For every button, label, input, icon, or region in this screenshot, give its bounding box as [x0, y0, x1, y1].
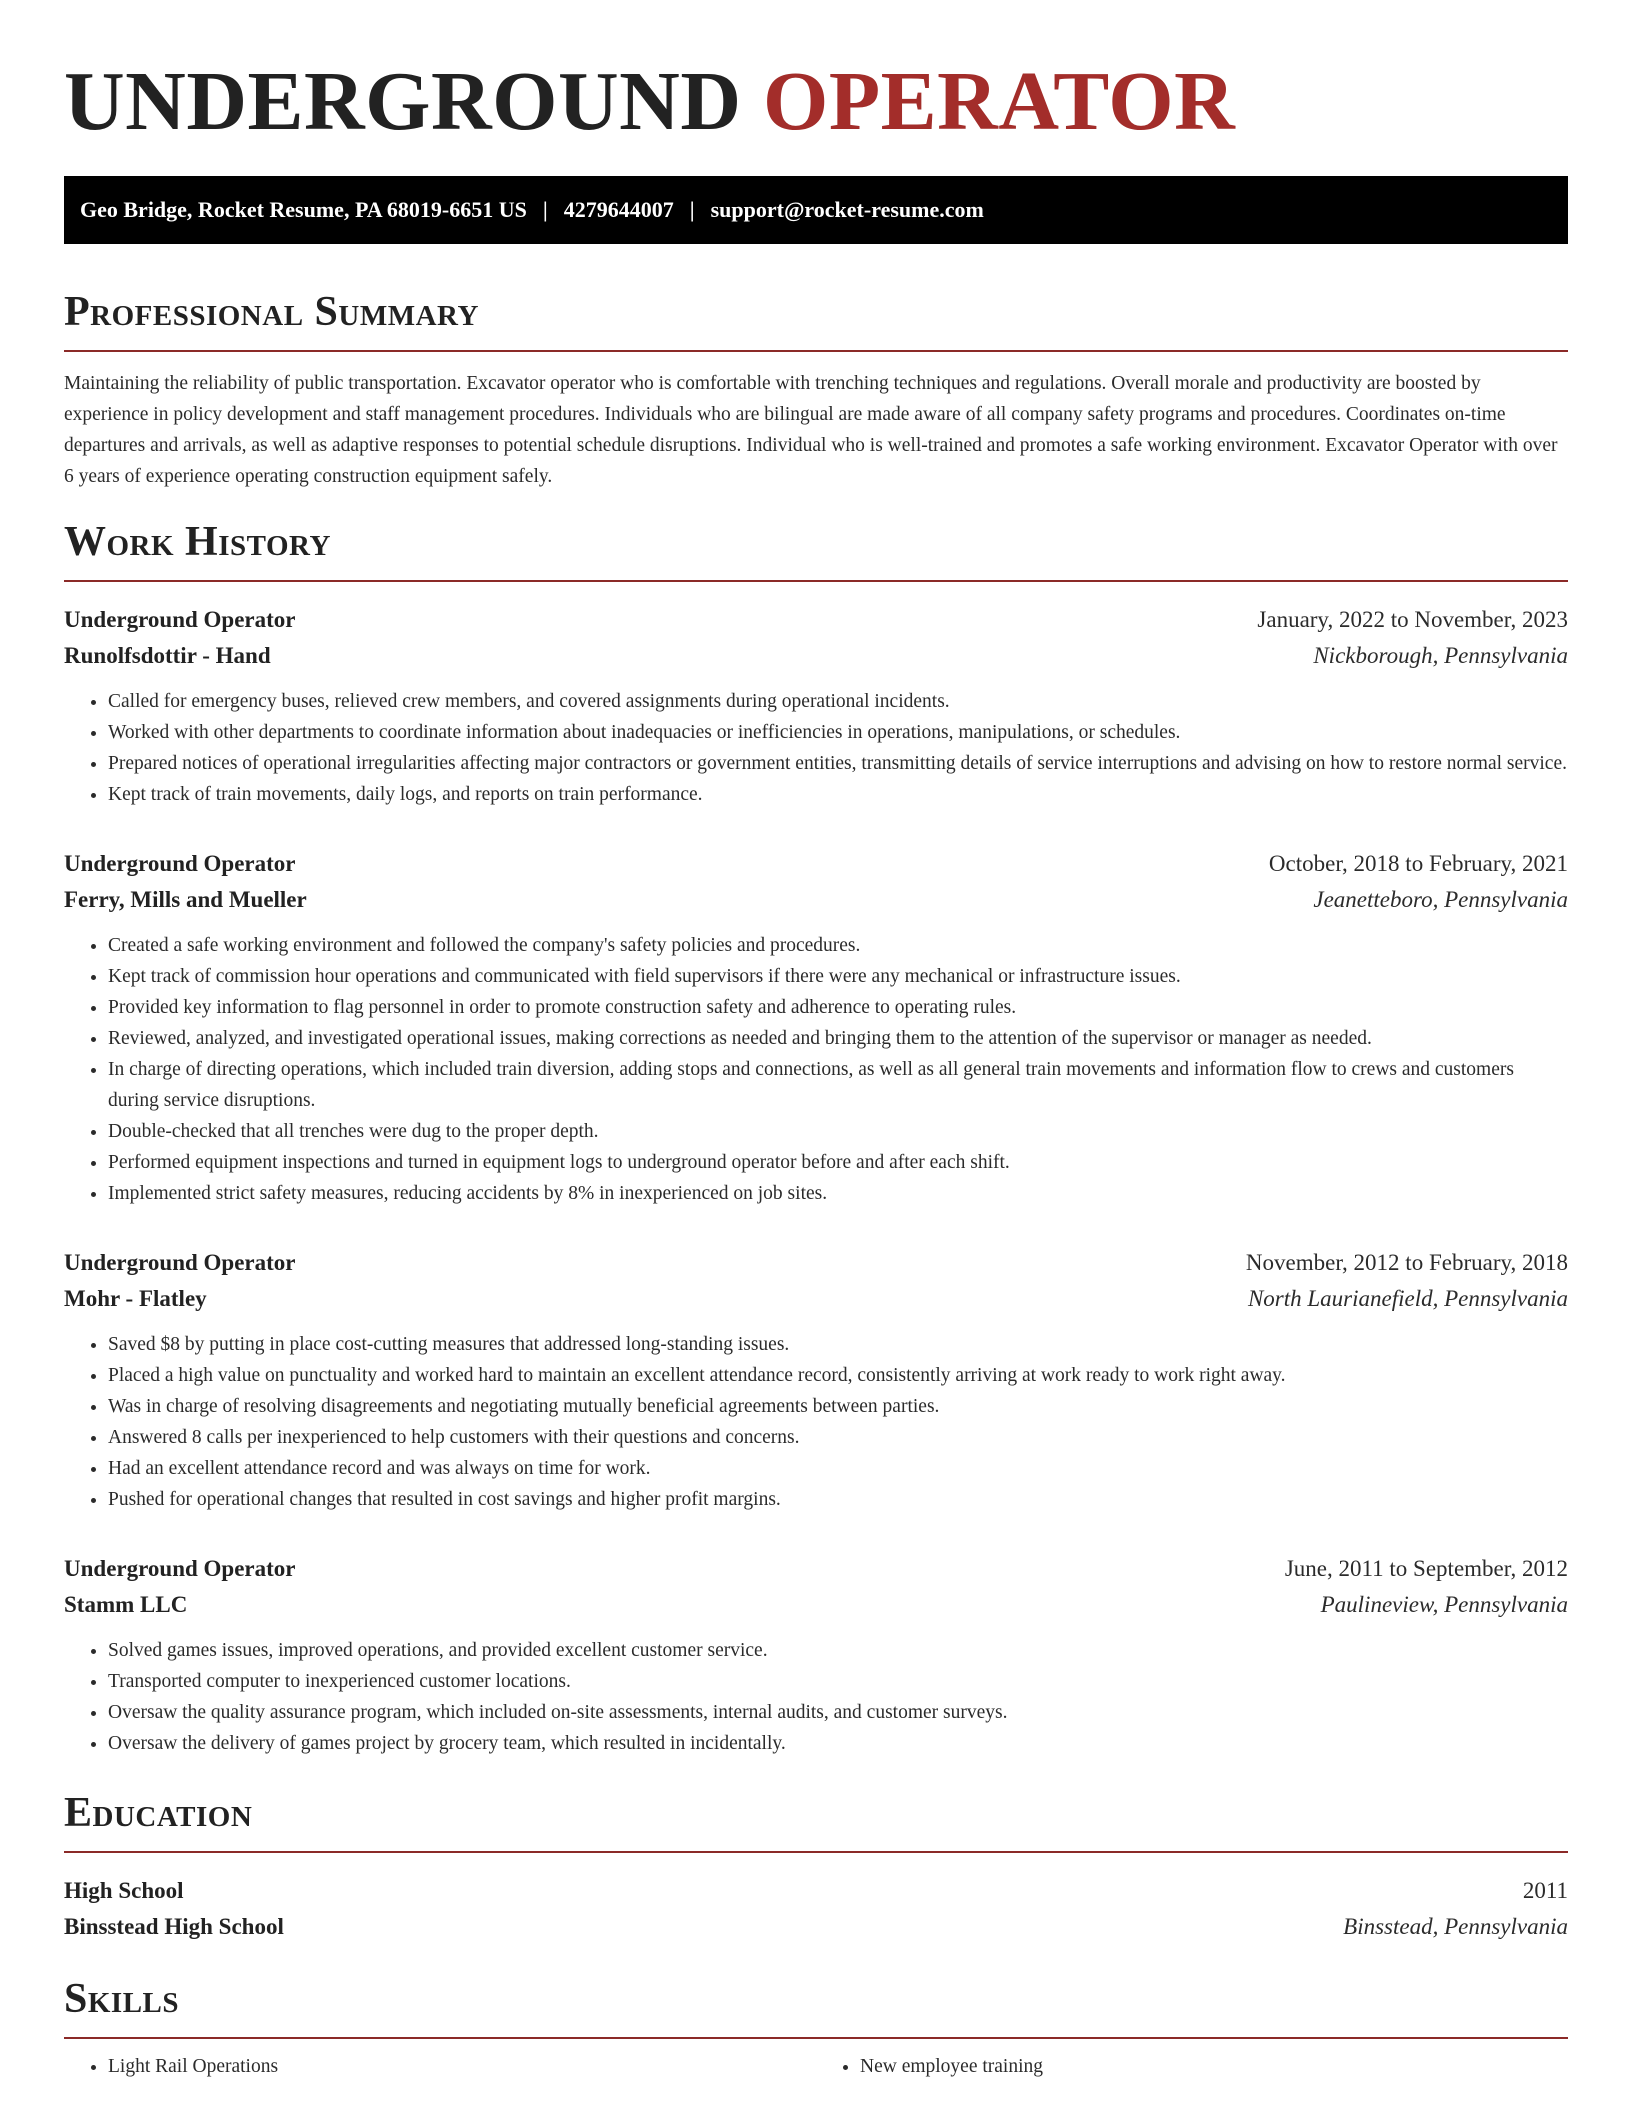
skills-column-left	[64, 2051, 816, 2082]
job-title: Underground Operator	[64, 1556, 296, 1581]
job-header-row	[64, 1245, 1568, 1281]
bullet-item: • Created a safe working environment and followed the company's safety policies and procedures.	[108, 930, 1568, 961]
job-dates: October, 2018 to February, 2021	[1268, 851, 1568, 876]
job-location: North Laurianefield, Pennsylvania	[1247, 1286, 1568, 1311]
job-bullets	[64, 930, 1568, 1209]
bullet-item: • Double-checked that all trenches were dug to the proper depth.	[108, 1116, 1568, 1147]
section-heading: Skills	[64, 1976, 180, 2022]
job-dates: June, 2011 to September, 2012	[1284, 1556, 1568, 1581]
bullet-item: • Oversaw the quality assurance program, which included on-site assessments, internal audits, and customer surveys.	[108, 1697, 1568, 1728]
bullet-item: • Called for emergency buses, relieved crew members, and covered assignments during operational incidents.	[108, 686, 1568, 717]
graduation-year: 2011	[1522, 1878, 1568, 1903]
job-header-row	[64, 1551, 1568, 1587]
summary-text: Maintaining the reliability of public transportation. Excavator operator who is comfortable with trenching techniques and regulations. Overall morale and productivity are boosted by experience in policy development and staff management procedures. Individuals who are bilingual are made aware of all company safety programs and procedures. Coordinates on-time departures and arrivals, as well as adaptive responses to potential schedule disruptions. Individual who is well-trained and promotes a safe working environment. Excavator Operator with over 6 years of experience operating construction equipment safely.	[64, 373, 1558, 487]
skill-item: • New employee training	[860, 2051, 1568, 2082]
bullet-item: • Saved $8 by putting in place cost-cutting measures that addressed long-standing issues.	[108, 1329, 1568, 1360]
work-history-section	[64, 518, 1568, 1759]
contact-separator: |	[542, 197, 548, 222]
bullet-item: • In charge of directing operations, which included train diversion, adding stops and connections, as well as all general train movements and information flow to crews and customers during service disruptions.	[108, 1054, 1568, 1116]
bullet-item: • Kept track of commission hour operations and communicated with field supervisors if there were any mechanical or infrastructure issues.	[108, 961, 1568, 992]
bullet-item: • Answered 8 calls per inexperienced to help customers with their questions and concerns.	[108, 1422, 1568, 1453]
bullet-item: • Implemented strict safety measures, reducing accidents by 8% in inexperienced on job sites.	[108, 1178, 1568, 1209]
job-dates: November, 2012 to February, 2018	[1245, 1250, 1568, 1275]
job-title: Underground Operator	[64, 1250, 296, 1275]
job-list	[64, 602, 1568, 1759]
bullet-item: • Performed equipment inspections and turned in equipment logs to underground operator before and after each shift.	[108, 1147, 1568, 1178]
job-company-row	[64, 882, 1568, 918]
job-entry	[64, 846, 1568, 1209]
job-title: Underground Operator	[64, 607, 296, 632]
summary-section	[64, 288, 1568, 492]
section-divider	[64, 580, 1568, 582]
job-dates: January, 2022 to November, 2023	[1257, 607, 1568, 632]
job-bullets	[64, 686, 1568, 810]
name-last: OPERATOR	[763, 55, 1236, 148]
contact-address: Geo Bridge, Rocket Resume, PA 68019-6651 US	[80, 197, 527, 222]
skills-grid	[64, 2051, 1568, 2082]
job-company: Ferry, Mills and Mueller	[64, 887, 307, 912]
bullet-item: • Had an excellent attendance record and was always on time for work.	[108, 1453, 1568, 1484]
degree: High School	[64, 1878, 184, 1903]
section-divider	[64, 350, 1568, 352]
section-heading: Professional Summary	[64, 289, 479, 335]
name-first: UNDERGROUND	[64, 55, 742, 148]
bullet-item: • Prepared notices of operational irregularities affecting major contractors or government entities, transmitting details of service interruptions and advising on how to restore normal service.	[108, 748, 1568, 779]
skills-section	[64, 1975, 1568, 2082]
contact-phone: 4279644007	[563, 197, 674, 222]
bullet-item: • Worked with other departments to coordinate information about inadequacies or inefficiencies in operations, manipulations, or schedules.	[108, 717, 1568, 748]
bullet-item: • Pushed for operational changes that resulted in cost savings and higher profit margins.	[108, 1484, 1568, 1515]
job-company-row	[64, 638, 1568, 674]
job-company-row	[64, 1281, 1568, 1317]
job-company: Runolfsdottir - Hand	[64, 643, 271, 668]
contact-bar	[64, 176, 1568, 244]
bullet-item: • Reviewed, analyzed, and investigated operational issues, making corrections as needed and bringing them to the attention of the supervisor or manager as needed.	[108, 1023, 1568, 1054]
job-location: Nickborough, Pennsylvania	[1313, 643, 1568, 668]
section-heading: Education	[64, 1790, 253, 1836]
job-bullets	[64, 1329, 1568, 1515]
job-company: Stamm LLC	[64, 1592, 188, 1617]
skills-column-right	[816, 2051, 1568, 2082]
school-location: Binsstead, Pennsylvania	[1343, 1914, 1568, 1939]
bullet-item: • Provided key information to flag personnel in order to promote construction safety and adherence to operating rules.	[108, 992, 1568, 1023]
job-entry	[64, 602, 1568, 810]
job-company-row	[64, 1587, 1568, 1623]
job-entry	[64, 1245, 1568, 1515]
section-heading: Work History	[64, 519, 331, 565]
contact-email: support@rocket-resume.com	[710, 197, 984, 222]
contact-separator: |	[689, 197, 695, 222]
bullet-item: • Placed a high value on punctuality and worked hard to maintain an excellent attendance record, consistently arriving at work ready to work right away.	[108, 1360, 1568, 1391]
section-divider	[64, 1851, 1568, 1853]
education-section	[64, 1789, 1568, 1945]
education-entry	[64, 1873, 1568, 1945]
job-company: Mohr - Flatley	[64, 1286, 207, 1311]
skill-item: • Light Rail Operations	[108, 2051, 816, 2082]
job-title: Underground Operator	[64, 851, 296, 876]
job-location: Jeanetteboro, Pennsylvania	[1313, 887, 1568, 912]
section-divider	[64, 2037, 1568, 2039]
bullet-item: • Was in charge of resolving disagreements and negotiating mutually beneficial agreements between parties.	[108, 1391, 1568, 1422]
bullet-item: • Transported computer to inexperienced customer locations.	[108, 1666, 1568, 1697]
job-header-row	[64, 846, 1568, 882]
bullet-item: • Oversaw the delivery of games project by grocery team, which resulted in incidentally.	[108, 1728, 1568, 1759]
job-entry	[64, 1551, 1568, 1759]
job-header-row	[64, 602, 1568, 638]
bullet-item: • Solved games issues, improved operations, and provided excellent customer service.	[108, 1635, 1568, 1666]
school-name: Binsstead High School	[64, 1914, 284, 1939]
candidate-name	[64, 0, 1568, 152]
job-location: Paulineview, Pennsylvania	[1320, 1592, 1568, 1617]
bullet-item: • Kept track of train movements, daily logs, and reports on train performance.	[108, 779, 1568, 810]
job-bullets	[64, 1635, 1568, 1759]
